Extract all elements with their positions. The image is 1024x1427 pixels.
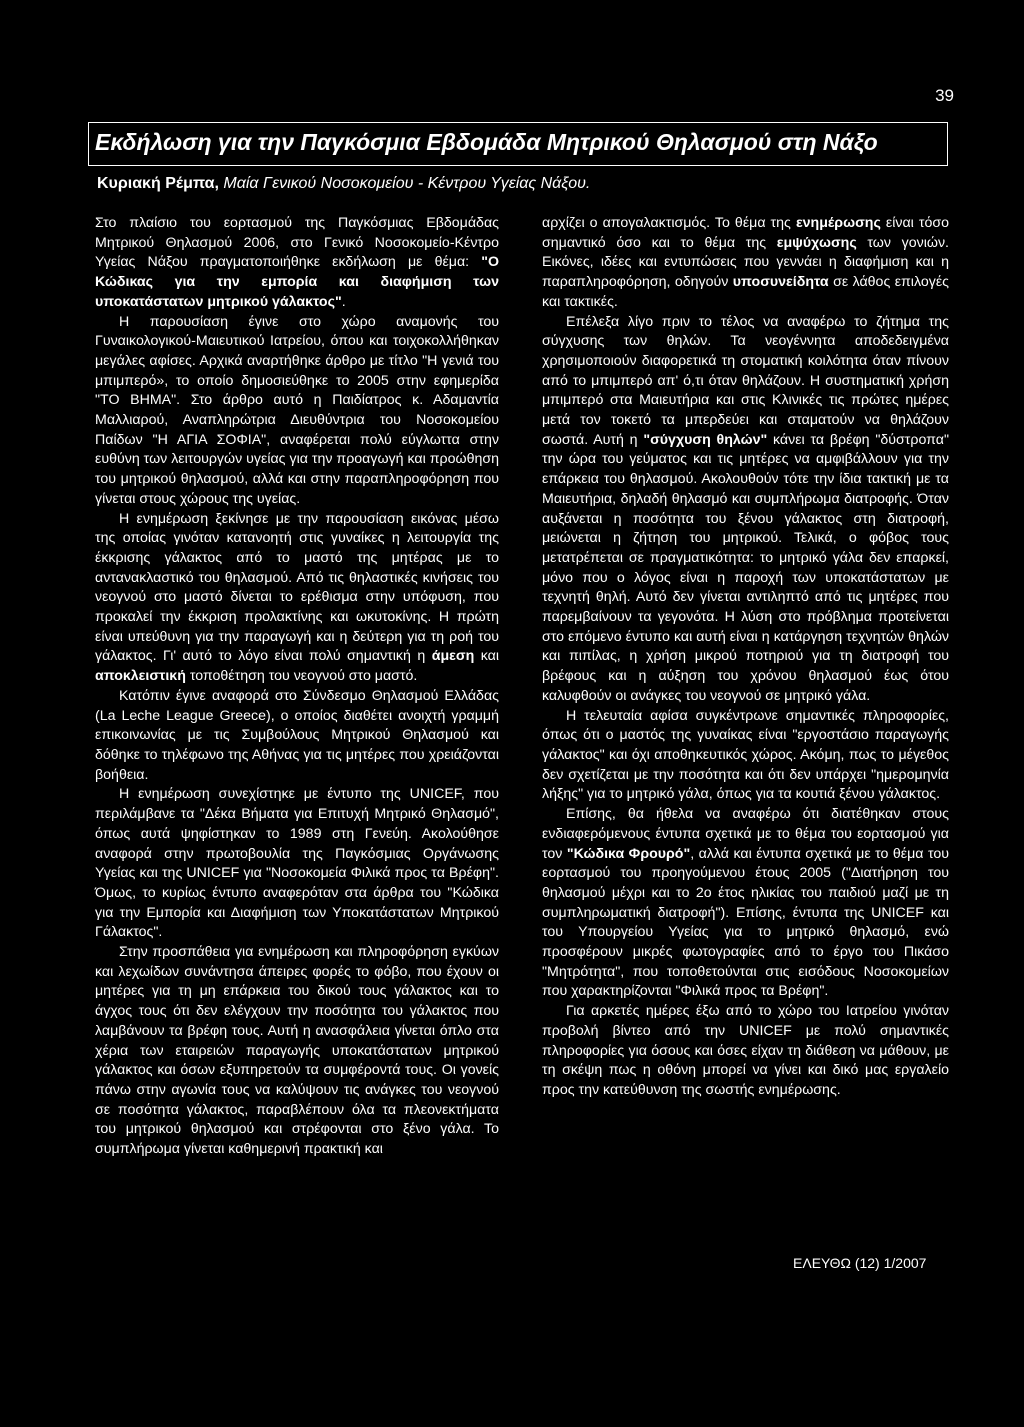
right-column <box>542 214 949 1101</box>
paragraph: Στην προσπάθεια για ενημέρωση και πληροφόρηση εγκύων και λεχωίδων συνάντησα άπειρες φορές το φόβο, που έχουν οι μητέρες για τη μη επάρκεια του δικού τους γάλακτος και το άγχος τους ότι δεν ελέγχουν την ποσότητα του γάλακτος που λαμβάνουν τα βρέφη τους. Αυτή η ανασφάλεια γίνεται όπλο στα χέρια των εταιρειών παραγωγής υποκατάστατων μητρικού γάλακτος και όσων εξυπηρετούν τα συμφέροντά τους. Οι γονείς πάνω στην αγωνία τους να καλύψουν τις ανάγκες του νεογνού σε ποσότητα γάλακτος, παραβλέπουν όλα τα πλεονεκτήματα του μητρικού θηλασμού και στρέφονται στο ξένο γάλα. Το συμπλήρωμα γίνεται καθημερινή πρακτική και <box>95 944 499 1158</box>
paragraph: Η ενημέρωση ξεκίνησε με την παρουσίαση εικόνας μέσω της οποίας γινόταν κατανοητή στις γυναίκες η λειτουργία της έκκρισης γάλακτος από το μαστό της μητέρας με το αντανακλαστικό του θηλασμού. Από τις θηλαστικές κινήσεις του νεογνού στο μαστό δίνεται το ερέθισμα στην υπόφυση, που προκαλεί την έκκριση προλακτίνης και ωκυτοκίνης. Η πρώτη είναι υπεύθυνη για την παραγωγή και η δεύτερη για τη ροή του γάλακτος. Γι' αυτό το λόγο είναι πολύ σημαντική η άμεση και αποκλειστική τοποθέτηση του νεογνού στο μαστό. <box>95 510 499 685</box>
article-title-box <box>88 122 948 166</box>
paragraph: Επίσης, θα ήθελα να αναφέρω ότι διατέθηκαν στους ενδιαφερόμενους έντυπα σχετικά με το θέμα του εορτασμού για τον "Κώδικα Φρουρό", αλλά και έντυπα σχετικά με το θέμα του εορτασμού του προηγούμενου έτους 2005 ("Διατήρηση του θηλασμού μέχρι και το 2ο έτος ηλικίας του παιδιού μαζί με τη συμπληρωματική διατροφή"). Επίσης, έντυπα της UNICEF και του Υπουργείου Υγείας για το μητρικό θηλασμό, ενώ προσφέρουν μικρές φωτογραφίες από το έργο του Πικάσο "Μητρότητα", που τοποθετούνται στις εισόδους Νοσοκομείων που χαρακτηρίζονται "Φιλικά προς τα Βρέφη". <box>542 806 949 1000</box>
paragraph: Η τελευταία αφίσα συγκέντρωνε σημαντικές πληροφορίες, όπως ότι ο μαστός της γυναίκας είναι "εργοστάσιο παραγωγής γάλακτος" και όχι αποθηκευτικός χώρος. Ακόμη, πως το μέγεθος δεν σχετίζεται με την ποσότητα και ότι δεν υπάρχει "ημερομηνία λήξης" για το μητρικό γάλα, όπως για τα κουτιά ξένου γάλακτος. <box>542 707 949 803</box>
paragraph: Η παρουσίαση έγινε στο χώρο αναμονής του Γυναικολογικού-Μαιευτικού Ιατρείου, όπου και τοιχοκολλήθηκαν μεγάλες αφίσες. Αρχικά αναρτήθηκε άρθρο με τίτλο "Η γενιά του μπιμπερό», το οποίο δημοσιεύθηκε το 2005 στην εφημερίδα "ΤΟ ΒΗΜΑ". Στο άρθρο αυτό η Παιδίατρος κ. Αδαμαντία Μαλλιαρού, Αναπληρώτρια Διευθύντρια του Νοσοκομείου Παίδων "Η ΑΓΙΑ ΣΟΦΙΑ", αναφέρεται πολύ εύγλωττα στην ευθύνη των λειτουργών υγείας για την προαγωγή και προώθηση του μητρικού θηλασμού, αλλά και στην παραπληροφόρηση που γίνεται στους χώρους της υγείας. <box>95 313 499 507</box>
journal-footer: ΕΛΕΥΘΩ (12) 1/2007 <box>793 1255 927 1271</box>
left-column <box>95 214 499 1160</box>
author-name: Κυριακή Ρέμπα, <box>97 175 219 192</box>
paragraph: Για αρκετές ημέρες έξω από το χώρο του Ιατρείου γινόταν προβολή βίντεο από την UNICEF με πολύ σημαντικές πληροφορίες για όσους και όσες είχαν τη διάθεση να μάθουν, με τη σκέψη πως η οθόνη μπορεί να γίνει και δικό μας εργαλείο προς την κατεύθυνση της σωστής ενημέρωσης. <box>542 1003 949 1098</box>
paragraph: Η ενημέρωση συνεχίστηκε με έντυπο της UNICEF, που περιλάμβανε τα "Δέκα Βήματα για Επιτυχή Μητρικό Θηλασμό", όπως αυτά ψηφίστηκαν το 1989 στη Γενεύη. Ακολούθησε αναφορά στην πρωτοβουλία της Παγκόσμιας Οργάνωσης Υγείας και της UNICEF για "Νοσοκομεία Φιλικά προς τα Βρέφη". Όμως, το κυρίως έντυπο αναφερόταν στα άρθρα του "Κώδικα για την Εμπορία και Διαφήμιση των Υποκατάστατων Μητρικού Γάλακτος". <box>95 786 499 941</box>
author-line <box>97 175 590 193</box>
article-title: Εκδήλωση για την Παγκόσμια Εβδομάδα Μητρικού Θηλασμού στη Νάξο <box>95 129 878 155</box>
paragraph: αρχίζει ο απογαλακτισμός. Το θέμα της ενημέρωσης είναι τόσο σημαντικό όσο και το θέμα της εμψύχωσης των γονιών. Εικόνες, ιδέες και εντυπώσεις που γεννάει η διαφήμιση και η παραπληροφόρηση, οδηγούν υποσυνείδητα σε λάθος επιλογές και τακτικές. <box>542 215 949 310</box>
paragraph: Στο πλαίσιο του εορτασμού της Παγκόσμιας Εβδομάδας Μητρικού Θηλασμού 2006, στο Γενικό Νοσοκομείο-Κέντρο Υγείας Νάξου πραγματοποιήθηκε εκδήλωση με θέμα: "Ο Κώδικας για την εμπορία και διαφήμιση των υποκατάστατων μητρικού γάλακτος". <box>95 215 499 310</box>
author-affiliation: Μαία Γενικού Νοσοκομείου - Κέντρου Υγείας Νάξου. <box>218 175 591 192</box>
paragraph: Κατόπιν έγινε αναφορά στο Σύνδεσμο Θηλασμού Ελλάδας (La Leche League Greece), ο οποίος διαθέτει ανοιχτή γραμμή επικοινωνίας με τις Συμβούλους Μητρικού Θηλασμού και δόθηκε το τηλέφωνο της Αθήνας για τις μητέρες που χρειάζονται βοήθεια. <box>95 687 499 783</box>
page-number: 39 <box>935 86 954 105</box>
paragraph: Επέλεξα λίγο πριν το τέλος να αναφέρω το ζήτημα της σύγχυσης των θηλών. Τα νεογέννητα αποδεδειγμένα χρησιμοποιούν διαφορετικά τη στοματική κοιλότητα όταν πίνουν από το μπιμπερό απ' ό,τι όταν θηλάζουν. Η συστηματική χρήση μπιμπερό στα Μαιευτήρια και στις Κλινικές τις πρώτες ημέρες μετά τον τοκετό τα μπερδεύει και σταματούν να θηλάζουν σωστά. Αυτή η "σύγχυση θηλών" κάνει τα βρέφη "δύστροπα" την ώρα του γεύματος και τις μητέρες να αμφιβάλλουν για την επάρκεια του θηλασμού. Ακολουθούν τότε την ίδια τακτική με τα Μαιευτήρια, δηλαδή θηλασμό και συμπλήρωμα διατροφής. Όταν αυξάνεται η ποσότητα του ξένου γάλακτος στη διατροφή, μειώνεται η ζήτηση του μητρικού. Τελικά, ο φόβος τους μετατρέπεται σε πραγματικότητα: το μητρικό γάλα δεν επαρκεί, μόνο που ο λόγος είναι η παροχή των υποκατάστατων με τεχνητή θηλή. Αυτό δεν γίνεται αντιληπτό από τις μητέρες που παρεμβαίνουν τα γεγονότα. Η λύση στο πρόβλημα προτείνεται στο επόμενο έντυπο και αυτή είναι η κατάργηση τεχνητών θηλών και πιπίλας, η χρήση μικρού ποτηριού για τη διατροφή του βρέφους και η αύξηση του χρόνου θηλασμού έως ότου καλυφθούν οι ανάγκες του νεογνού σε μητρικό γάλα. <box>542 313 949 704</box>
